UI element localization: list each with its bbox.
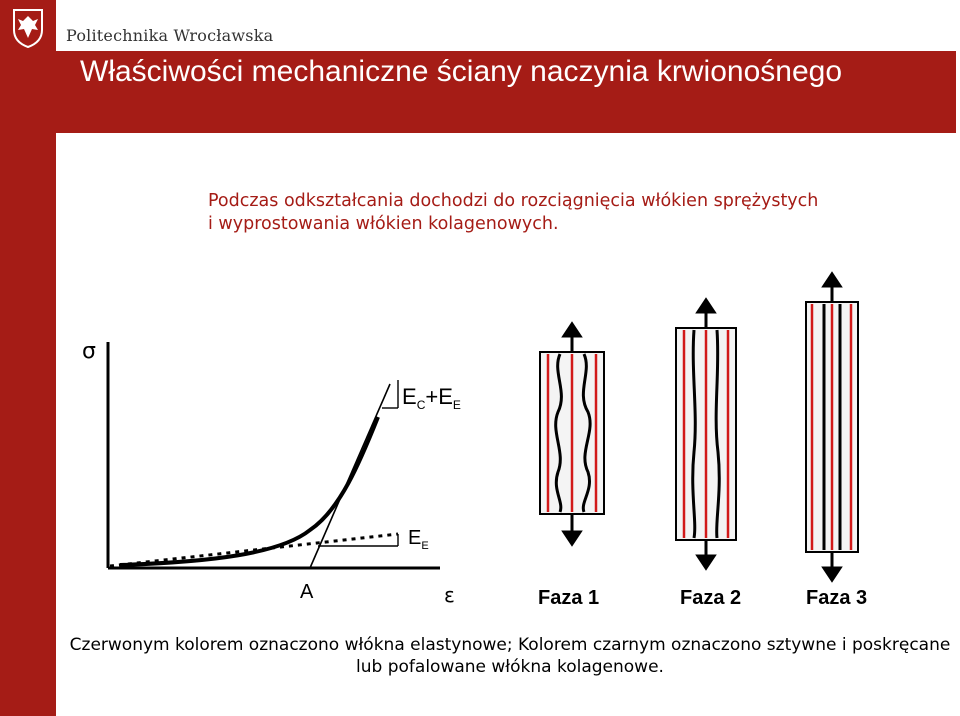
stress-strain-curve [120, 417, 378, 565]
slope-upper-sub2: E [452, 398, 461, 412]
phase-2-label: Faza 2 [680, 587, 742, 609]
slope-lower-main: E [408, 527, 422, 549]
phase-3-diagram [806, 274, 858, 580]
figure-caption: Czerwonym kolorem oznaczono włókna elastynowe; Kolorem czarnym oznaczono sztywne i poskręcane lub pofalowane włókna kolagenowe. [69, 635, 951, 677]
elastin-slope-line [110, 534, 398, 566]
point-a-label: A [300, 581, 314, 603]
phase-1-diagram [540, 324, 604, 544]
tangent-line [310, 384, 390, 568]
slope-lower-sub: E [421, 540, 429, 552]
phase-2-diagram [676, 300, 736, 568]
slope-upper-plus: +E [425, 384, 453, 409]
university-logo [6, 4, 50, 50]
y-axis-label: σ [82, 339, 96, 364]
phase-3-label: Faza 3 [806, 587, 868, 609]
svg-text:EC+EE [402, 384, 461, 412]
stress-strain-figure [60, 262, 960, 622]
svg-text:EE [408, 527, 429, 552]
left-accent-bar [0, 0, 56, 716]
university-name: Politechnika Wrocławska [66, 26, 274, 45]
slope-upper-main: E [402, 384, 417, 409]
slope-upper-sub1: C [416, 398, 426, 412]
phase-1-label: Faza 1 [538, 587, 600, 609]
slide-title: Właściwości mechaniczne ściany naczynia krwionośnego [80, 55, 842, 88]
x-axis-label: ε [444, 583, 455, 607]
intro-text: Podczas odkształcania dochodzi do rozciągnięcia włókien sprężystych i wyprostowania włókien kolagenowych. [208, 191, 819, 234]
